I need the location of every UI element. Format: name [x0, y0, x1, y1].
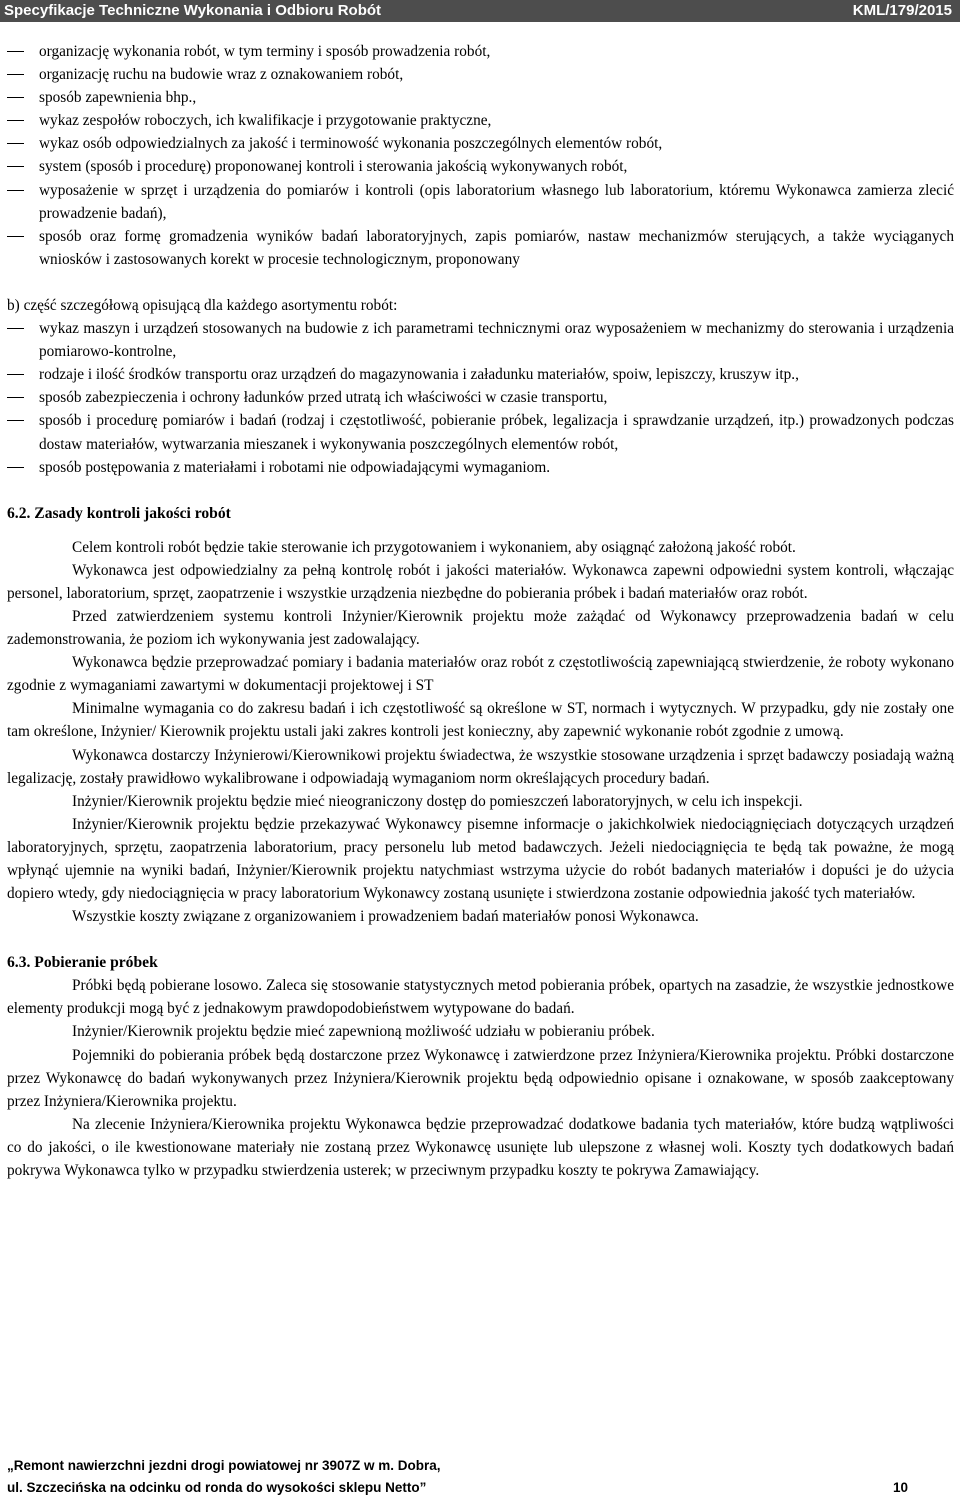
- paragraph: Przed zatwierdzeniem systemu kontroli Inżynier/Kierownik projektu może zażądać od Wykonawcy przeprowadzenia badań w celu zademonstrowania, że poziom ich wykonywania jest zadowalający.: [7, 607, 954, 649]
- list-item: organizację wykonania robót, w tym terminy i sposób prowadzenia robót,: [7, 40, 954, 63]
- page-number: 10: [892, 1480, 908, 1495]
- paragraph: Inżynier/Kierownik projektu będzie mieć zapewnioną możliwość udziału w pobieraniu próbek.: [72, 1023, 655, 1041]
- paragraph: Celem kontroli robót będzie takie sterowanie ich przygotowaniem i wykonaniem, aby osiągnąć założoną jakość robót.: [72, 538, 796, 556]
- section-b-intro: b) część szczegółową opisującą dla każdego asortymentu robót:: [7, 296, 398, 314]
- page-footer: [7, 1455, 907, 1499]
- paragraph: Wykonawca będzie przeprowadzać pomiary i badania materiałów oraz robót z częstotliwością zapewniającą stwierdzenie, że roboty wykonano zgodnie z wymaganiami zawartymi w dokumentacji projektowej i ST: [7, 654, 954, 695]
- list-item: sposób zabezpieczenia i ochrony ładunków przed utratą ich właściwości w czasie transportu,: [7, 386, 954, 409]
- paragraph: Minimalne wymagania co do zakresu badań i ich częstotliwość są określone w ST, normach i wytycznych. W przypadku, gdy nie zostały one tam określone, Inżynier/ Kierownik projektu ustali jaki zakres kontroli jest konieczny, aby zapewnić wykonanie robót zgodnie z umową.: [7, 700, 954, 741]
- list-item: sposób postępowania z materiałami i robotami nie odpowiadającymi wymaganiom.: [7, 456, 954, 479]
- list-item: system (sposób i procedurę) proponowanej kontroli i sterowania jakością wykonywanych robót,: [7, 155, 954, 178]
- list-item: wykaz zespołów roboczych, ich kwalifikacje i przygotowanie praktyczne,: [7, 109, 954, 132]
- header-title: Specyfikacje Techniczne Wykonania i Odbioru Robót: [4, 2, 382, 19]
- page-header: [0, 0, 960, 22]
- list-item: sposób i procedurę pomiarów i badań (rodzaj i częstotliwość, pobieranie próbek, legalizacja i sprawdzanie urządzeń, itp.) prowadzonych podczas dostaw materiałów, wytwarzania mieszanek i wykonywania poszczególnych elementów robót,: [7, 409, 954, 455]
- paragraph: Próbki będą pobierane losowo. Zaleca się stosowanie statystycznych metod pobierania próbek, opartych na zasadzie, że wszystkie jednostkowe elementy produkcji mogą być z jednakowym prawdopodobieństwem wytypowane do badań.: [7, 977, 954, 1018]
- paragraph: Inżynier/Kierownik projektu będzie przekazywać Wykonawcy pisemne informacje o jakichkolwiek niedociągnięciach dotyczących urządzeń laboratoryjnych, sprzętu, zaopatrzenia laboratorium, pracy personelu lub metod badawczych. Jeżeli niedociągnięcia te będą tak poważne, że mogą wpłynąć ujemnie na wyniki badań, Inżynier/Kierownik projektu natychmiast wstrzyma użycie do robót badanych materiałów i dopuści je do użycia dopiero wtedy, gdy niedociągnięcia w pracy laboratorium Wykonawcy zostaną usunięte i stwierdzona zostanie odpowiednia jakość tych materiałów.: [7, 815, 954, 903]
- header-document-code: KML/179/2015: [852, 2, 952, 19]
- page-content: [7, 40, 954, 1182]
- footer-project-line-2: ul. Szczecińska na odcinku od ronda do wysokości sklepu Netto”: [7, 1480, 427, 1495]
- list-item: rodzaje i ilość środków transportu oraz urządzeń do magazynowania i załadunku materiałów, spoiw, lepiszczy, kruszyw itp.,: [7, 363, 954, 386]
- paragraph: Pojemniki do pobierania próbek będą dostarczone przez Wykonawcę i zatwierdzone przez Inżyniera/Kierownika projektu. Próbki dostarczone przez Wykonawcę do badań wykonywanych przez Inżyniera/Kierownik projektu będą odpowiednio opisane i oznakowane, w sposób zaakceptowany przez Inżyniera/Kierownika projektu.: [7, 1046, 954, 1110]
- section-heading: 6.2. Zasady kontroli jakości robót: [7, 504, 231, 522]
- list-item: wykaz osób odpowiedzialnych za jakość i terminowość wykonania poszczególnych elementów robót,: [7, 132, 954, 155]
- list-item: wykaz maszyn i urządzeń stosowanych na budowie z ich parametrami technicznymi oraz wyposażeniem w mechanizmy do sterowania i urządzenia pomiarowo-kontrolne,: [7, 317, 954, 363]
- paragraph: Na zlecenie Inżyniera/Kierownika projektu Wykonawca będzie przeprowadzać dodatkowe badania tych materiałów, które budzą wątpliwości co do jakości, o ile kwestionowane materiały nie zostaną przez Wykonawcę usunięte lub ulepszone z własnej woli. Koszty tych dodatkowych badań pokrywa Wykonawca tylko w przypadku stwierdzenia usterek; w przeciwnym przypadku koszty te pokrywa Zamawiający.: [7, 1115, 954, 1180]
- requirements-list-a: [7, 40, 954, 271]
- list-item: sposób zapewnienia bhp.,: [7, 86, 954, 109]
- list-item: wyposażenie w sprzęt i urządzenia do pomiarów i kontroli (opis laboratorium własnego lub laboratorium, któremu Wykonawca zamierza zlecić prowadzenie badań),: [7, 179, 954, 225]
- footer-project-line-1: „Remont nawierzchni jezdni drogi powiatowej nr 3907Z w m. Dobra,: [7, 1458, 441, 1473]
- list-item: organizację ruchu na budowie wraz z oznakowaniem robót,: [7, 63, 954, 86]
- paragraph: Wszystkie koszty związane z organizowaniem i prowadzeniem badań materiałów ponosi Wykonawca.: [72, 908, 699, 926]
- paragraph: Wykonawca jest odpowiedzialny za pełną kontrolę robót i jakości materiałów. Wykonawca zapewni odpowiedni system kontroli, włączając personel, laboratorium, sprzęt, zaopatrzenie i wszystkie urządzenia niezbędne do pobierania próbek i badań materiałów oraz robót.: [7, 561, 954, 602]
- section-heading: 6.3. Pobieranie próbek: [7, 954, 158, 972]
- paragraph: Wykonawca dostarczy Inżynierowi/Kierownikowi projektu świadectwa, że wszystkie stosowane urządzenia i sprzęt badawczy posiadają ważną legalizację, zostały prawidłowo wykalibrowane i odpowiadają wymaganiom norm określających procedury badań.: [7, 746, 954, 787]
- list-item: sposób oraz formę gromadzenia wyników badań laboratoryjnych, zapis pomiarów, nastaw mechanizmów sterujących, a także wyciąganych wniosków i zastosowanych korekt w procesie technologicznym, proponowany: [7, 225, 954, 271]
- paragraph: Inżynier/Kierownik projektu będzie mieć nieograniczony dostęp do pomieszczeń laboratoryjnych, w celu ich inspekcji.: [72, 792, 803, 810]
- requirements-list-b: [7, 317, 954, 479]
